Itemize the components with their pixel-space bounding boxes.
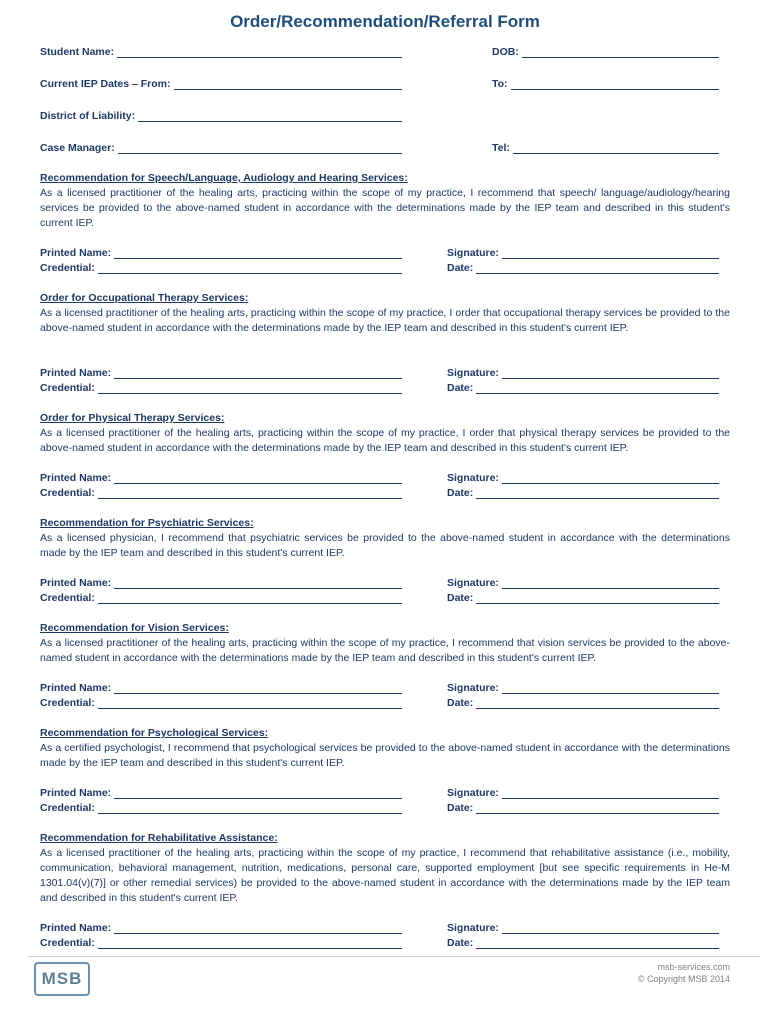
signature-label: Signature: [447,922,499,934]
section-text-psychiatric: As a licensed physician, I recommend that psychiatric services be provided to the above-named student in accordance with the determinations made by the IEP team and described in this student's current IEP. [40,532,730,559]
signature-label: Signature: [447,682,499,694]
date-field[interactable] [447,802,719,814]
printed-name-label: Printed Name: [40,472,112,484]
dob-field[interactable] [492,46,719,58]
tel-line[interactable] [513,142,719,154]
date-line[interactable] [476,697,719,709]
credential-label: Credential: [40,592,95,604]
signature-label: Signature: [447,367,499,379]
section-title-ot: Order for Occupational Therapy Services: [40,292,249,304]
student-name-line[interactable] [117,46,402,58]
iep-to-line[interactable] [511,78,719,90]
credential-line[interactable] [98,262,402,274]
printed-name-line[interactable] [114,577,402,589]
signature-field[interactable] [447,577,719,589]
credential-field[interactable] [40,382,402,394]
credential-field[interactable] [40,487,402,499]
msb-logo: MSB [34,962,90,996]
date-label: Date: [447,697,474,709]
section-title-vision: Recommendation for Vision Services: [40,622,229,634]
date-label: Date: [447,382,474,394]
footer-website: msb-services.com [657,962,730,972]
credential-field[interactable] [40,262,402,274]
date-label: Date: [447,802,474,814]
printed-name-field[interactable] [40,787,402,799]
signature-label: Signature: [447,472,499,484]
case-manager-line[interactable] [118,142,402,154]
signature-field[interactable] [447,472,719,484]
iep-from-field[interactable] [40,78,402,90]
signature-line[interactable] [502,787,719,799]
date-line[interactable] [476,487,719,499]
credential-field[interactable] [40,592,402,604]
credential-label: Credential: [40,802,95,814]
date-label: Date: [447,937,474,949]
credential-line[interactable] [98,697,402,709]
signature-label: Signature: [447,577,499,589]
section-title-rehabilitative: Recommendation for Rehabilitative Assistance: [40,832,278,844]
printed-name-label: Printed Name: [40,247,112,259]
signature-field[interactable] [447,247,719,259]
district-field[interactable] [40,110,402,122]
date-field[interactable] [447,262,719,274]
signature-field[interactable] [447,787,719,799]
dob-label: DOB: [492,46,519,58]
date-line[interactable] [476,592,719,604]
district-label: District of Liability: [40,110,136,122]
printed-name-label: Printed Name: [40,577,112,589]
printed-name-field[interactable] [40,247,402,259]
credential-line[interactable] [98,487,402,499]
footer-divider [28,956,760,957]
signature-line[interactable] [502,922,719,934]
signature-line[interactable] [502,577,719,589]
date-line[interactable] [476,937,719,949]
printed-name-label: Printed Name: [40,922,112,934]
section-text-ot: As a licensed practitioner of the healing arts, practicing within the scope of my practice, I order that occupational therapy services be provided to the above-named student in accordance with the determinations made by the IEP team and described in this student's current IEP. [40,307,730,334]
section-text-vision: As a licensed practitioner of the healing arts, practicing within the scope of my practice, I recommend that vision services be provided to the above-named student in accordance with the determinations made by the IEP team and described in this student's current IEP. [40,637,730,664]
printed-name-line[interactable] [114,682,402,694]
signature-field[interactable] [447,367,719,379]
date-label: Date: [447,487,474,499]
section-title-psychological: Recommendation for Psychological Services: [40,727,269,739]
printed-name-field[interactable] [40,472,402,484]
date-field[interactable] [447,487,719,499]
section-title-pt: Order for Physical Therapy Services: [40,412,225,424]
section-text-rehabilitative: As a licensed practitioner of the healing arts, practicing within the scope of my practice, I recommend that rehabilitative assistance (i.e., mobility, communication, behavioral management, nutrition, medications, personal care, supported employment [but see specific requirements in He-M 1301.04(v)(7)] or other remedial services) be provided to the above-named student in accordance with the determinations made by the IEP team and described in this student's current IEP. [40,847,730,904]
signature-line[interactable] [502,682,719,694]
iep-from-label: Current IEP Dates – From: [40,78,171,90]
case-manager-label: Case Manager: [40,142,115,154]
credential-line[interactable] [98,937,402,949]
section-text-speech: As a licensed practitioner of the healing arts, practicing within the scope of my practice, I recommend that speech/ language/audiology/hearing services be provided to the above-named student in accordance with the determinations made by the IEP team and described in this student's current IEP. [40,187,730,229]
credential-field[interactable] [40,937,402,949]
printed-name-label: Printed Name: [40,367,112,379]
signature-label: Signature: [447,787,499,799]
date-line[interactable] [476,802,719,814]
credential-label: Credential: [40,382,95,394]
section-text-psychological: As a certified psychologist, I recommend that psychological services be provided to the above-named student in accordance with the determinations made by the IEP team and described in this student's current IEP. [40,742,730,769]
section-title-speech: Recommendation for Speech/Language, Audiology and Hearing Services: [40,172,408,184]
credential-field[interactable] [40,802,402,814]
section-text-pt: As a licensed practitioner of the healing arts, practicing within the scope of my practice, I order that physical therapy services be provided to the above-named student in accordance with the determinations made by the IEP team and described in this student's current IEP. [40,427,730,454]
tel-field[interactable] [492,142,719,154]
form-title: Order/Recommendation/Referral Form [230,12,540,31]
date-field[interactable] [447,382,719,394]
credential-label: Credential: [40,262,95,274]
printed-name-field[interactable] [40,577,402,589]
credential-label: Credential: [40,697,95,709]
date-line[interactable] [476,262,719,274]
printed-name-line[interactable] [114,367,402,379]
signature-label: Signature: [447,247,499,259]
signature-field[interactable] [447,682,719,694]
printed-name-label: Printed Name: [40,682,112,694]
printed-name-line[interactable] [114,787,402,799]
case-manager-field[interactable] [40,142,402,154]
credential-line[interactable] [98,592,402,604]
printed-name-line[interactable] [114,922,402,934]
iep-to-field[interactable] [492,78,719,90]
date-line[interactable] [476,382,719,394]
tel-label: Tel: [492,142,510,154]
printed-name-line[interactable] [114,472,402,484]
printed-name-field[interactable] [40,367,402,379]
signature-line[interactable] [502,472,719,484]
date-field[interactable] [447,592,719,604]
footer-copyright: © Copyright MSB 2014 [637,974,730,984]
section-title-psychiatric: Recommendation for Psychiatric Services: [40,517,254,529]
signature-field[interactable] [447,922,719,934]
printed-name-field[interactable] [40,682,402,694]
signature-line[interactable] [502,367,719,379]
credential-line[interactable] [98,382,402,394]
student-name-label: Student Name: [40,46,115,58]
district-line[interactable] [138,110,402,122]
credential-label: Credential: [40,937,95,949]
credential-label: Credential: [40,487,95,499]
date-label: Date: [447,592,474,604]
date-field[interactable] [447,697,719,709]
date-label: Date: [447,262,474,274]
printed-name-field[interactable] [40,922,402,934]
credential-line[interactable] [98,802,402,814]
student-name-field[interactable] [40,46,402,58]
printed-name-line[interactable] [114,247,402,259]
date-field[interactable] [447,937,719,949]
credential-field[interactable] [40,697,402,709]
iep-from-line[interactable] [174,78,402,90]
printed-name-label: Printed Name: [40,787,112,799]
iep-to-label: To: [492,78,508,90]
dob-line[interactable] [522,46,719,58]
signature-line[interactable] [502,247,719,259]
